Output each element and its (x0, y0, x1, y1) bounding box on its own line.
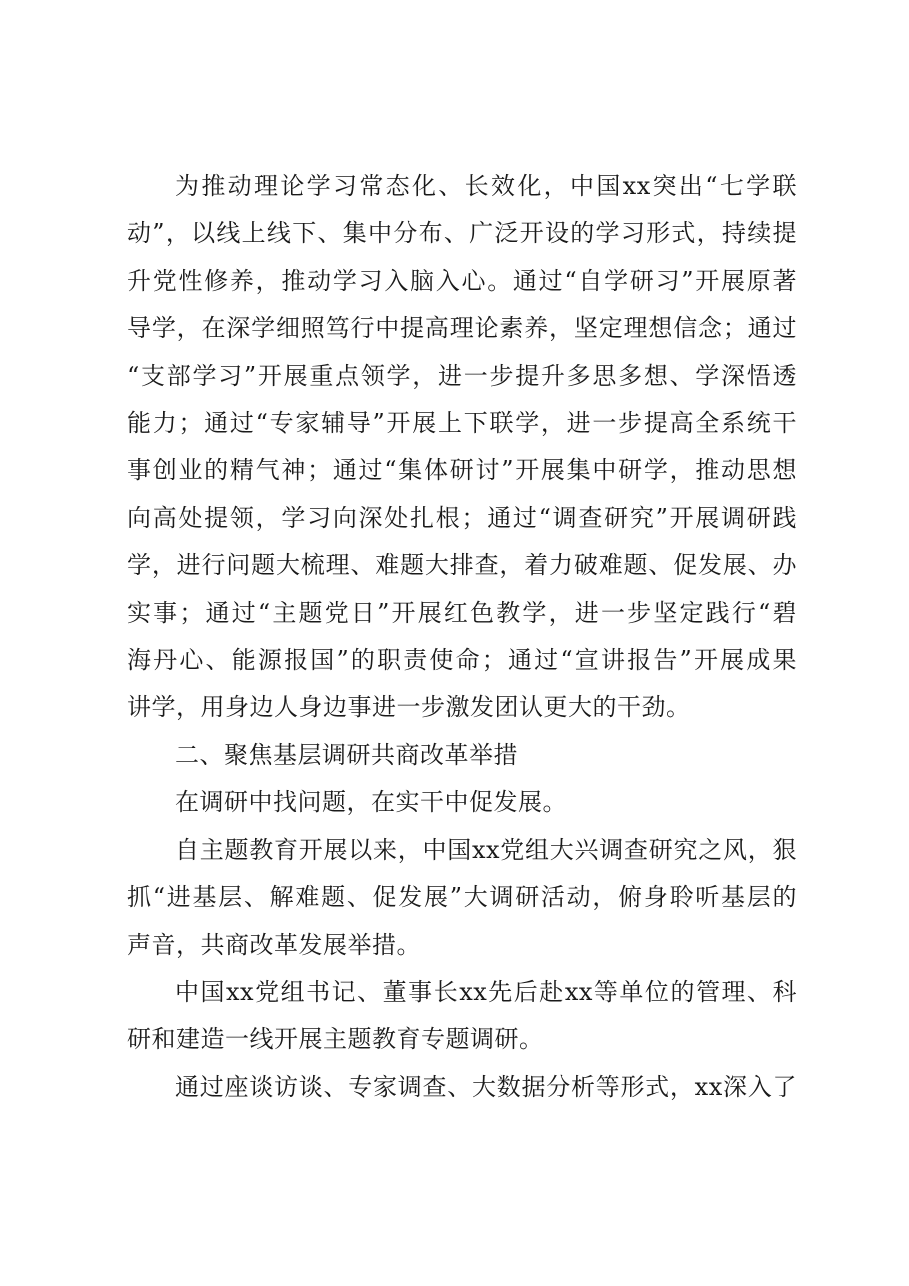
paragraph-3-line-1: 自主题教育开展以来，中国xx党组大兴调查研究之风，狠 (175, 835, 797, 864)
paragraph-1 (127, 163, 797, 732)
document-body (127, 163, 797, 1111)
paragraph-1-line-11: 海丹心、能源报国”的职责使命；通过“宣讲报告”开展成果 (127, 646, 797, 675)
paragraph-3-line-3: 声音，共商改革发展举措。 (127, 930, 421, 959)
paragraph-3-line-2: 抓“进基层、解难题、促发展”大调研活动，俯身聆听基层的 (127, 883, 797, 912)
paragraph-1-line-9: 学，进行问题大梳理、难题大排查，着力破难题、促发展、办 (127, 551, 797, 580)
paragraph-1-line-4: 导学，在深学细照笃行中提高理论素养，坚定理想信念；通过 (127, 314, 797, 343)
paragraph-1-line-8: 向高处提领，学习向深处扎根；通过“调查研究”开展调研践 (127, 503, 797, 532)
section-heading-2: 二、聚焦基层调研共商改革举措 (175, 740, 518, 769)
paragraph-4 (127, 969, 797, 1064)
paragraph-1-line-1: 为推动理论学习常态化、长效化，中国xx突出“七学联 (175, 172, 797, 200)
paragraph-3 (127, 827, 797, 969)
paragraph-4-line-2: 研和建造一线开展主题教育专题调研。 (127, 1025, 544, 1054)
paragraph-2: 在调研中找问题，在实干中促发展。 (175, 788, 567, 817)
paragraph-4-line-1: 中国xx党组书记、董事长xx先后赴xx等单位的管理、科 (175, 977, 797, 1006)
paragraph-5-line-1: 通过座谈访谈、专家调查、大数据分析等形式，xx深入了 (175, 1072, 797, 1101)
paragraph-1-line-5: “支部学习”开展重点领学，进一步提升多思多想、学深悟透 (127, 361, 797, 390)
paragraph-1-line-7: 事创业的精气神；通过“集体研讨”开展集中研学，推动思想 (127, 456, 797, 485)
paragraph-1-line-3: 升党性修养，推动学习入脑入心。通过“自学研习”开展原著 (127, 266, 797, 295)
paragraph-1-line-12: 讲学，用身边人身边事进一步激发团认更大的干劲。 (127, 693, 691, 722)
paragraph-1-line-6: 能力；通过“专家辅导”开展上下联学，进一步提高全系统干 (127, 409, 797, 438)
paragraph-1-line-2: 动”，以线上线下、集中分布、广泛开设的学习形式，持续提 (127, 219, 797, 248)
paragraph-5 (127, 1064, 797, 1111)
paragraph-1-line-10: 实事；通过“主题党日”开展红色教学，进一步坚定践行“碧 (127, 598, 797, 627)
